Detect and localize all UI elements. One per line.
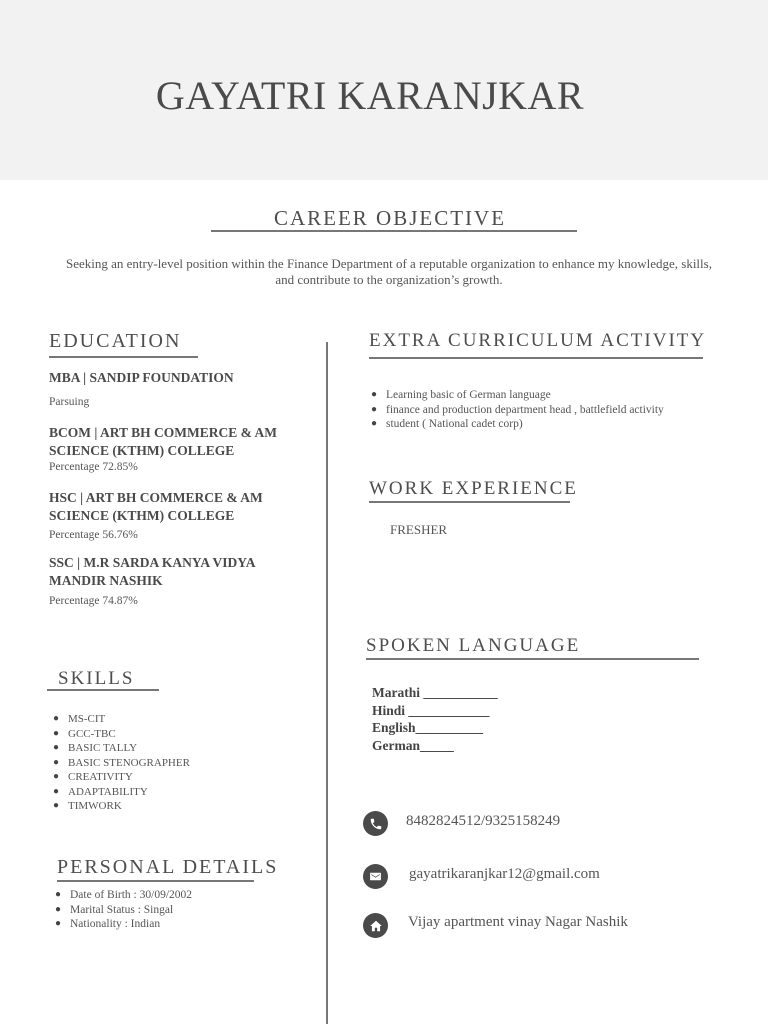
personal-details-underline <box>57 880 254 882</box>
column-divider <box>326 342 328 1024</box>
education-degree: BCOM | ART BH COMMERCE & AM SCIENCE (KTHM) COLLEGE <box>49 425 277 458</box>
bullet-icon: ● <box>55 918 62 929</box>
list-item: ● student ( National cadet corp) <box>371 418 523 430</box>
language-item: Marathi ___________ <box>372 685 498 700</box>
phone-icon <box>363 811 388 836</box>
home-icon <box>363 913 388 938</box>
education-entry-mba <box>49 369 299 408</box>
career-objective-underline <box>211 230 577 232</box>
skills-title: SKILLS <box>58 668 135 689</box>
skills-underline <box>47 689 159 691</box>
list-item: ● TIMWORK <box>53 800 122 812</box>
spoken-language-title: SPOKEN LANGUAGE <box>366 635 581 656</box>
list-item: ● Date of Birth : 30/09/2002 <box>55 889 193 901</box>
personal-details-list <box>51 888 192 932</box>
career-objective-text: Seeking an entry-level position within the Finance Department of a reputable organization to enhance my knowledge, skills, and contribute to the organization’s growth. <box>66 256 712 287</box>
career-objective-title: CAREER OBJECTIVE <box>273 206 507 230</box>
spoken-language-list <box>372 684 498 754</box>
list-item: ● Nationality : Indian <box>55 918 161 930</box>
list-item: ● MS-CIT <box>53 713 106 725</box>
bullet-icon: ● <box>53 727 60 739</box>
resume-name: GAYATRI KARANJKAR <box>155 73 585 118</box>
extra-curricular-title: EXTRA CURRICULUM ACTIVITY <box>369 330 707 351</box>
bullet-icon: ● <box>371 403 378 415</box>
list-item: ● finance and production department head , battlefield activity <box>371 403 664 416</box>
skills-list <box>49 712 190 814</box>
list-item: ● BASIC STENOGRAPHER <box>53 756 190 769</box>
extra-curricular-underline <box>369 357 703 359</box>
education-degree: SSC | M.R SARDA KANYA VIDYA MANDIR NASHIK <box>49 555 255 588</box>
education-detail: Parsuing <box>49 395 90 408</box>
education-underline <box>49 356 198 358</box>
education-detail: Percentage 74.87% <box>49 595 138 607</box>
bullet-icon: ● <box>55 903 62 915</box>
bullet-icon: ● <box>53 713 60 724</box>
bullet-icon: ● <box>371 418 378 429</box>
list-item: ● BASIC TALLY <box>53 742 138 754</box>
extra-curricular-list <box>367 388 664 432</box>
email-icon <box>363 864 388 889</box>
language-item: English__________ <box>372 720 484 735</box>
education-degree: MBA | SANDIP FOUNDATION <box>49 370 234 385</box>
list-item: ● GCC-TBC <box>53 727 116 740</box>
list-item: ● CREATIVITY <box>53 771 133 783</box>
language-item: Hindi ____________ <box>372 702 490 718</box>
spoken-language-underline <box>366 658 699 660</box>
list-item: ● Marital Status : Singal <box>55 903 174 916</box>
bullet-icon: ● <box>55 889 62 900</box>
work-experience-title: WORK EXPERIENCE <box>369 478 578 499</box>
list-item: ● ADAPTABILITY <box>53 785 148 798</box>
list-item: ● Learning basic of German language <box>371 389 551 401</box>
bullet-icon: ● <box>53 771 60 782</box>
education-detail: Percentage 72.85% <box>49 461 138 473</box>
phone-number: 8482824512/9325158249 <box>406 813 561 829</box>
bullet-icon: ● <box>53 742 60 753</box>
bullet-icon: ● <box>371 389 378 400</box>
education-entry-bcom <box>49 424 299 473</box>
email-address: gayatrikaranjkar12@gmail.com <box>409 866 600 882</box>
bullet-icon: ● <box>53 785 60 797</box>
education-degree: HSC | ART BH COMMERCE & AM SCIENCE (KTHM) COLLEGE <box>49 490 263 523</box>
home-address: Vijay apartment vinay Nagar Nashik <box>408 914 628 930</box>
education-detail: Percentage 56.76% <box>49 529 138 541</box>
work-experience-text: FRESHER <box>390 522 448 537</box>
education-entry-hsc <box>49 489 299 541</box>
language-item: German_____ <box>372 737 454 753</box>
bullet-icon: ● <box>53 800 60 811</box>
bullet-icon: ● <box>53 756 60 768</box>
work-experience-underline <box>369 501 570 503</box>
education-title: EDUCATION <box>49 330 182 352</box>
education-entry-ssc <box>49 554 299 607</box>
personal-details-title: PERSONAL DETAILS <box>57 856 279 878</box>
